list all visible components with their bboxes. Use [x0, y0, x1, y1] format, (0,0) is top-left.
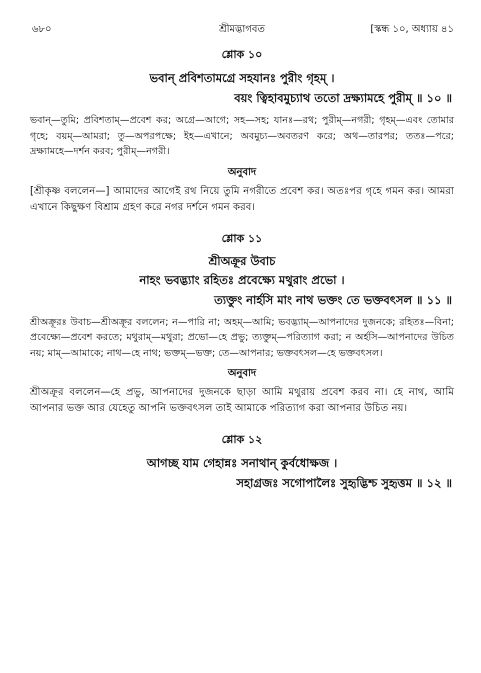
verse-line-1: ভবান্ প্রবিশতামগ্রে সহযানঃ পুরীং গৃহম্ । [149, 71, 335, 85]
translation: [শ্রীকৃষ্ণ বললেন—] আমাদের আগেই রথ নিয়ে তুমি নগরীতে প্রবেশ কর। অতঃপর গৃহে গমন কর। আমরা এখানে কিছুক্ষণ বিশ্রাম গ্রহণ করে নগর দর্শনে গমন করব। [30, 185, 454, 213]
verse-block [30, 431, 454, 493]
verse-title: শ্লোক ১২ [221, 433, 263, 446]
verse-line-2: ত্যক্তুং নার্হসি মাং নাথ ভক্তং তে ভক্তবৎসল ॥ ১১ ॥ [214, 292, 452, 307]
translation-heading: অনুবাদ [227, 166, 257, 178]
synonyms: শ্রীঅক্রূরঃ উবাচ—শ্রীঅক্রূর বললেন; ন—পারি না; অহম্—আমি; ভবদ্ভ্যাম্—আপনাদের দুজনকে; রহিতঃ—বিনা; প্রবেক্ষ্যে—প্রবেশ করতে; মথুরাম্—মথুরা; প্রভো—হে প্রভু; ত্যক্তুম্—পরিত্যাগ করা; ন অর্হসি—আপনাদের উচিত নয়; মাম্—আমাকে; নাথ—হে নাথ; ভক্তম্—ভক্ত; তে—আপনার; ভক্তবৎসল—হে ভক্তবৎসল। [30, 316, 454, 359]
verse-line-2: বয়ং ত্বিহাবমুচ্যাথ ততো দ্রক্ষ্যামহে পুরীম্ ॥ ১০ ॥ [234, 91, 452, 105]
verse-block [30, 46, 454, 216]
verse-line-2: সহাগ্রজঃ সগোপালৈঃ সুহৃদ্ভিশ্চ সুহৃত্তম ॥ ১২ ॥ [236, 476, 452, 490]
chapter-reference: [স্কন্ধ ১০, অধ্যায় ৪১ [370, 24, 454, 35]
page-number: ৬৮০ [32, 24, 52, 35]
verse-title: শ্লোক ১০ [221, 48, 263, 61]
synonyms: ভবান্—তুমি; প্রবিশতাম্—প্রবেশ কর; অগ্রে—আগে; সহ—সহ; যানঃ—রথ; পুরীম্—নগরী; গৃহম্—এবং তোমার গৃহে; বয়ম্—আমরা; তু—অপরপক্ষে; ইহ—এখানে; অবমুচ্য—অবতরণ করে; অথ—তারপর; ততঃ—পরে; দ্রক্ষ্যামহে—দর্শন করব; পুরীম্—নগরী। [30, 115, 454, 157]
verse-line-1: নাহং ভবদ্ভ্যাং রহিতঃ প্রবেক্ষ্যে মথুরাং প্রভো । [139, 272, 345, 287]
book-title: শ্রীমদ্ভাগবত [219, 24, 265, 35]
translation: শ্রীঅক্রূর বললেন—হে প্রভু, আপনাদের দুজনকে ছাড়া আমি মথুরায় প্রবেশ করব না। হে নাথ, আমি আপনার ভক্ত আর যেহেতু আপনি ভক্তবৎসল তাই আমাকে পরিত্যাগ করা আপনার উচিত নয়। [30, 387, 454, 414]
translation-heading: অনুবাদ [227, 368, 257, 379]
verse-speaker: শ্রীঅক্রূর উবাচ [208, 253, 276, 268]
verse-line-1: আগচ্ছ যাম গেহান্নঃ সনাথান্ কুর্বধোক্ষজ । [146, 456, 338, 470]
verse-title: শ্লোক ১১ [221, 231, 263, 245]
scripture-page [30, 22, 454, 493]
verse-block [30, 230, 454, 418]
page-header [30, 22, 454, 40]
